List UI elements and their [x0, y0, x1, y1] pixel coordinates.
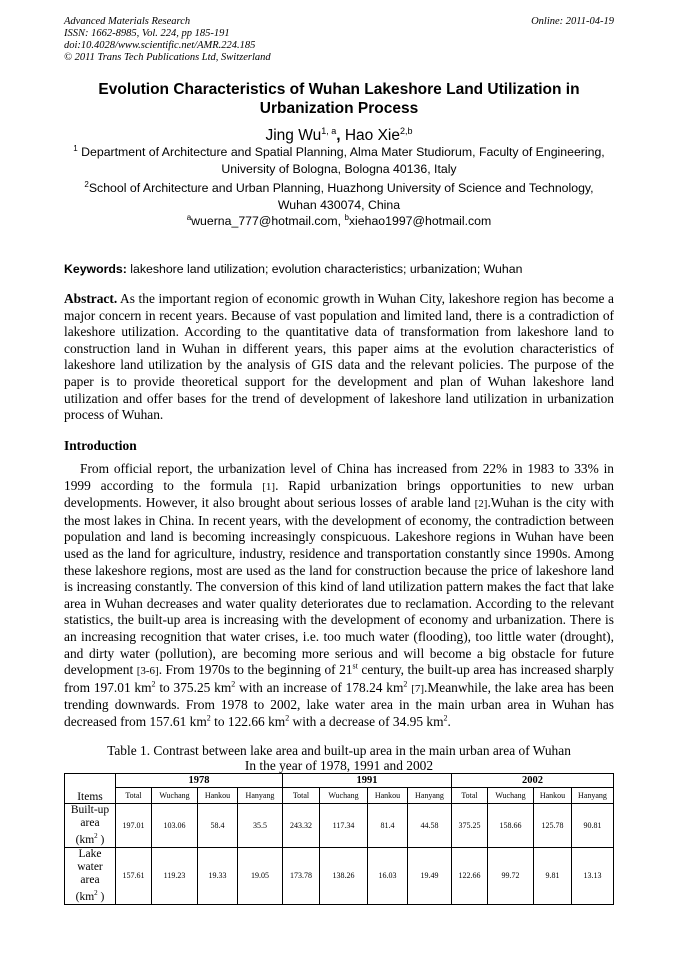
author-affil-mark: 1, a	[321, 126, 337, 136]
table-subheader: Hankou	[198, 788, 238, 804]
table-cell: 35.5	[238, 804, 283, 848]
table-row	[65, 847, 614, 904]
table-subheader: Hanyang	[408, 788, 452, 804]
text-run: century, the built-up area has increased sharply from 197.01 km	[64, 662, 614, 695]
text-run: .Wuhan is the city with the most lakes in China. In recent years, with the development of economy, the contradiction between population and land is becoming increasingly conspicuous. Lakeshore regions in Wuhan have been used as the land for agriculture, industry, residence and transportation constantly since 1990s. Among these lakeshore regions, most are used as the land for construction because the price of lakeshore land is increasing constantly. The conversion of this kind of land utilization pattern makes the fact that lake area in Wuhan decreases and water quality deteriorates due to reclamation. According to the relevant statistics, the built-up area is increasing with the development of economy and urbanization. There is an increasing recognition that water crises, i.e. too much water (flooding), too little water (drought), and dirty water (pollution), are becoming more serious and will become a big obstacle for future development	[64, 495, 614, 678]
table-cell: 157.61	[116, 847, 152, 904]
journal-name: Advanced Materials Research	[64, 16, 191, 27]
superscript: 2	[231, 679, 236, 689]
table-subheader: Hanyang	[572, 788, 614, 804]
citation[interactable]: [7]	[411, 682, 425, 695]
author-name: Jing Wu	[265, 127, 322, 145]
author-affil-mark: 2,b	[400, 126, 413, 136]
text-run: to 122.66 km	[210, 713, 286, 729]
issn-line: ISSN: 1662-8985, Vol. 224, pp 185-191	[64, 28, 230, 39]
doi-line: doi:10.4028/www.scientific.net/AMR.224.185	[64, 40, 256, 51]
table-cell: 173.78	[283, 847, 320, 904]
affiliation-text: School of Architecture and Urban Planning, Huazhong University of Science and Technology, Wuhan 430074, China	[88, 181, 594, 212]
row-label-line: water	[77, 860, 103, 873]
table-subheader: Total	[283, 788, 320, 804]
table-header-year: 1991	[283, 774, 452, 788]
superscript: 2	[285, 713, 290, 723]
table-subheader: Hanyang	[238, 788, 283, 804]
table-cell: 243.32	[283, 804, 320, 848]
superscript: 2	[403, 679, 408, 689]
table-cell: 138.26	[320, 847, 368, 904]
text-run: to 375.25 km	[155, 679, 232, 695]
row-label-line: Built-up	[70, 804, 110, 816]
text-run: with a decrease of 34.95 km	[289, 713, 444, 729]
row-label-line: (km	[75, 833, 95, 846]
row-label-built-up-area	[65, 804, 116, 848]
abstract-label: Abstract.	[64, 291, 118, 306]
citation[interactable]: [1]	[262, 480, 276, 493]
email-line	[64, 213, 614, 228]
table-cell: 375.25	[452, 804, 488, 848]
journal-header	[64, 16, 271, 64]
table-header-items: Items	[65, 774, 116, 804]
table-header-year: 2002	[452, 774, 614, 788]
paper-title: Evolution Characteristics of Wuhan Lakeshore Land Utilization in Urbanization Process	[98, 81, 580, 117]
table-cell: 81.4	[368, 804, 408, 848]
table-cell: 99.72	[488, 847, 534, 904]
keywords	[64, 262, 614, 276]
text-run: . From 1970s to the beginning of 21	[158, 662, 353, 678]
table-subheader: Hankou	[368, 788, 408, 804]
email-mark: a	[186, 213, 192, 222]
row-label-line: (km	[75, 890, 95, 903]
table-subheader: Hankou	[534, 788, 572, 804]
table-cell: 158.66	[488, 804, 534, 848]
text-run: From official report, the urbanization level of China has increased from 22% in 1983 to 33% in 1999 according to the formula	[64, 461, 614, 493]
affiliation-2	[64, 177, 614, 213]
email-mark: b	[344, 213, 349, 222]
text-run: .Meanwhile, the lake area has been trending downwards. From 1978 to 2002, lake water area in the main urban area in Wuhan has decreased from 157.61 km	[64, 679, 614, 729]
citation[interactable]: [3-6]	[136, 665, 159, 678]
abstract-text: As the important region of economic growth in Wuhan City, lakeshore region has become a major concern in recent years. Because of vast population and limited land, there is a contradiction of lakeshore utilization. According to the quantitative data of transformation from lakeshore land to construction land in Wuhan in different years, this paper aims at the evolution characteristics of lakeshore land utilization by the analysis of GIS data and the relevant policies. The purpose of the paper is to provide theoretical support for the development and plan of Wuhan lakeshore land utilization and offer bases for the trend of development of lakeshore land utilization in urbanization process of Wuhan.	[64, 291, 614, 423]
abstract	[64, 291, 614, 424]
superscript: 2	[206, 713, 211, 723]
affiliation-text: Department of Architecture and Spatial Planning, Alma Mater Studiorum, Faculty of Engineering, University of Bologna, Bologna 40136, Italy	[77, 145, 605, 176]
citation[interactable]: [2]	[474, 498, 488, 511]
superscript: 2	[443, 713, 448, 723]
table-subheader: Wuchang	[320, 788, 368, 804]
row-label-lake-water-area	[65, 847, 116, 904]
superscript: 2	[94, 888, 98, 897]
table-cell: 119.23	[152, 847, 198, 904]
table-cell: 122.66	[452, 847, 488, 904]
table-subheader: Total	[452, 788, 488, 804]
table-cell: 58.4	[198, 804, 238, 848]
table-caption: Table 1. Contrast between lake area and built-up area in the main urban area of Wuhan	[107, 743, 571, 758]
ordinal-suffix: st	[352, 661, 358, 671]
section-heading-introduction: Introduction	[64, 438, 137, 453]
table-header-year: 1978	[116, 774, 283, 788]
row-label-line: )	[97, 890, 105, 903]
online-date: Online: 2011-04-19	[531, 16, 614, 27]
table-cell: 117.34	[320, 804, 368, 848]
superscript: 2	[94, 832, 98, 840]
table-cell: 197.01	[116, 804, 152, 848]
table-cell: 125.78	[534, 804, 572, 848]
keywords-label: Keywords:	[64, 262, 127, 276]
text-run: .	[447, 713, 451, 729]
email-address[interactable]: xiehao1997@hotmail.com	[348, 214, 492, 229]
superscript: 2	[151, 679, 156, 689]
table-cell: 19.05	[238, 847, 283, 904]
table-cell: 19.33	[198, 847, 238, 904]
author-separator: ,	[336, 127, 345, 145]
data-table	[64, 773, 614, 905]
table-cell: 13.13	[572, 847, 614, 904]
affiliation-number: 1	[73, 144, 78, 153]
table-subheader: Wuchang	[488, 788, 534, 804]
table-cell: 90.81	[572, 804, 614, 848]
table-subheader: Wuchang	[152, 788, 198, 804]
text-run: with an increase of 178.24 km	[235, 679, 404, 695]
introduction-paragraph	[64, 461, 614, 731]
affiliation-1	[64, 141, 614, 177]
table-cell: 44.58	[408, 804, 452, 848]
table-cell: 19.49	[408, 847, 452, 904]
table-cell: 9.81	[534, 847, 572, 904]
row-label-line: area	[80, 817, 100, 829]
row-label-line: area	[80, 873, 100, 886]
row-label-line: )	[97, 833, 105, 846]
table-cell: 16.03	[368, 847, 408, 904]
keywords-text: lakeshore land utilization; evolution characteristics; urbanization; Wuhan	[126, 262, 523, 276]
text-run: . Rapid urbanization brings opportunities to new urban developments. However, it also brought about serious losses of arable land	[64, 477, 614, 511]
table-row	[65, 804, 614, 848]
affiliation-number: 2	[84, 180, 89, 189]
table-cell: 103.06	[152, 804, 198, 848]
row-label-line: Lake	[78, 847, 102, 860]
copyright-line: © 2011 Trans Tech Publications Ltd, Switzerland	[64, 52, 271, 63]
email-address[interactable]: wuerna_777@hotmail.com,	[191, 214, 345, 229]
table-subcaption: In the year of 1978, 1991 and 2002	[244, 758, 434, 773]
author-name: Hao Xie	[344, 127, 400, 145]
table-subheader: Total	[116, 788, 152, 804]
